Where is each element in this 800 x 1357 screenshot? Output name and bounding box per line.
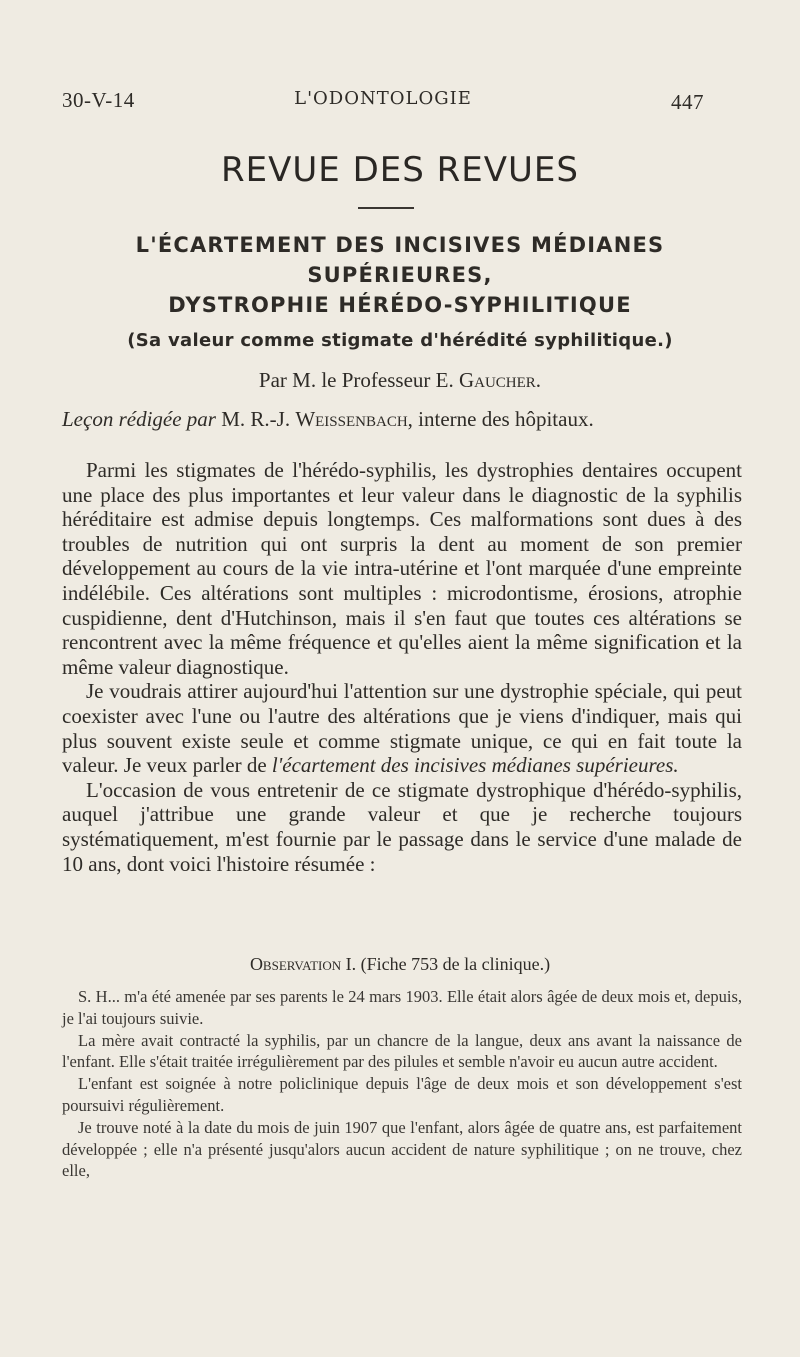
running-header: [62, 88, 704, 118]
article-subtitle: (Sa valeur comme stigmate d'hérédité syphilitique.): [127, 330, 673, 351]
credit-m: M. R.-J.: [221, 407, 291, 431]
author-name: Gaucher.: [458, 368, 542, 392]
observation-heading: [0, 954, 800, 975]
observation-paragraph-2: La mère avait contracté la syphilis, par un chancre de la langue, deux ans avant la naissance de l'enfant. Elle s'était traitée irrégulièrement par des pilules et semble n'avoir eu aucun autre accident.: [62, 1030, 742, 1072]
body-paragraph-2-italic: l'écartement des incisives médianes supérieures.: [271, 753, 679, 778]
editor-name: Weissenbach,: [295, 407, 413, 431]
observation-paragraph-3: L'enfant est soignée à notre policlinique depuis l'âge de deux mois et son développement s'est poursuivi régulièrement.: [62, 1074, 742, 1115]
editor-credit: [62, 407, 742, 432]
body-paragraph-1: Parmi les stigmates de l'hérédo-syphilis, les dystrophies dentaires occupent une place des plus importantes et leur valeur dans le diagnostic de la syphilis héréditaire est admise depuis longtemps. Ces malformations sont dues à des troubles de nutrition qui ont surpris la dent au moment de son premier développement au cours de la vie intra-utérine et l'ont marquée d'une empreinte indélébile. Ces altérations sont multiples : microdontisme, érosions, atrophie cuspidienne, dent d'Hutchinson, mais il s'en faut que toutes ces altérations se rencontrent avec la même fréquence et qu'elles aient la même signification et la même valeur diagnostique.: [62, 458, 742, 679]
journal-name: L'ODONTOLOGIE: [294, 88, 472, 109]
credit-italic: Leçon rédigée par: [62, 407, 216, 431]
body-paragraph-2-text: Je voudrais attirer aujourd'hui l'attention sur une dystrophie spéciale, qui peut coexister avec l'une ou l'autre des altérations que je viens d'indiquer, mais qui plus souvent existe seule et comme stigmate unique, ce qui en fait toute la valeur. Je veux parler de: [62, 679, 742, 778]
article-title: [40, 230, 760, 320]
article-title-line-2: SUPÉRIEURES,: [307, 263, 493, 287]
title-divider: [358, 207, 414, 209]
observation-paragraph-4: Je trouve noté à la date du mois de juin 1907 que l'enfant, alors âgée de quatre ans, est parfaitement développée ; elle n'a présenté jusqu'alors aucun accident de nature syphilitique ; on ne trouve, chez elle,: [62, 1117, 742, 1181]
observation-reference: I. (Fiche 753 de la clinique.): [345, 954, 551, 974]
observation-paragraph-1: S. H... m'a été amenée par ses parents le 24 mars 1903. Elle était alors âgée de deux mois et, depuis, je l'ai toujours suivie.: [62, 987, 742, 1028]
article-title-line-3: DYSTROPHIE HÉRÉDO-SYPHILITIQUE: [168, 293, 632, 317]
section-title: REVUE DES REVUES: [221, 150, 579, 190]
body-paragraph-3: L'occasion de vous entretenir de ce stigmate dystrophique d'hérédo-syphilis, auquel j'attribue une grande valeur et que je recherche toujours systématiquement, m'est fournie par le passage dans le service d'une malade de 10 ans, dont voici l'histoire résumée :: [62, 777, 742, 876]
credit-rest: interne des hôpitaux.: [418, 407, 594, 431]
byline-prefix: Par M. le Professeur E.: [258, 368, 454, 392]
article-body: [62, 458, 742, 876]
body-paragraph-2: [62, 679, 742, 777]
observation-label: Observation: [249, 954, 342, 974]
author-byline: [0, 368, 800, 393]
page-number: 447: [671, 90, 704, 114]
observation-text: [62, 986, 742, 1182]
article-title-line-1: L'ÉCARTEMENT DES INCISIVES MÉDIANES: [135, 233, 665, 257]
issue-date: 30-V-14: [62, 88, 135, 112]
